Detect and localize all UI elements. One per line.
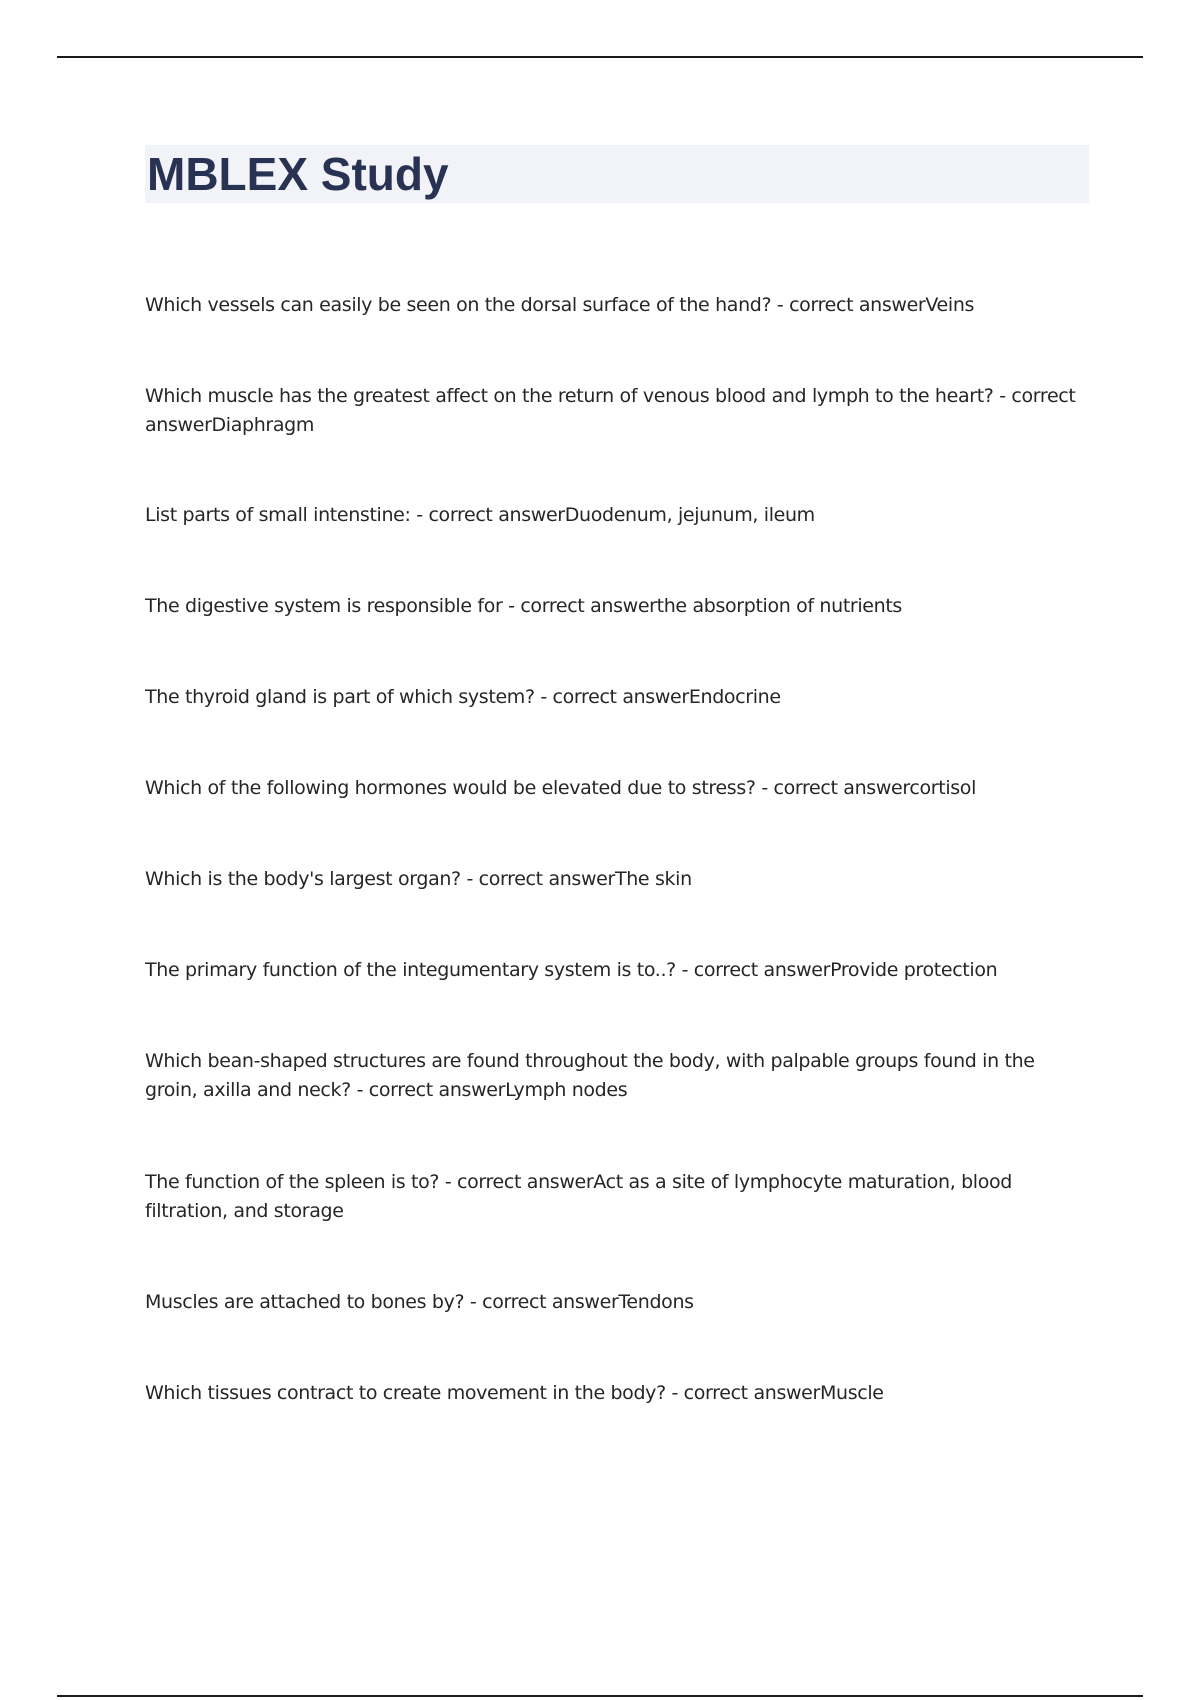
qa-item: The primary function of the integumentary system is to..? - correct answerProvide protection bbox=[145, 959, 998, 981]
qa-item: Muscles are attached to bones by? - correct answerTendons bbox=[145, 1291, 694, 1313]
qa-item: Which of the following hormones would be elevated due to stress? - correct answercortisol bbox=[145, 777, 977, 799]
qa-item: Which is the body's largest organ? - correct answerThe skin bbox=[145, 868, 692, 890]
qa-item: List parts of small intenstine: - correct answerDuodenum, jejunum, ileum bbox=[145, 504, 815, 526]
title-banner bbox=[145, 145, 1089, 203]
qa-item: The function of the spleen is to? - correct answerAct as a site of lymphocyte maturation, blood filtration, and storage bbox=[145, 1171, 1012, 1222]
qa-item: The thyroid gland is part of which system? - correct answerEndocrine bbox=[145, 686, 781, 708]
qa-item: Which vessels can easily be seen on the dorsal surface of the hand? - correct answerVeins bbox=[145, 294, 975, 316]
top-divider bbox=[57, 56, 1143, 58]
qa-item: Which muscle has the greatest affect on the return of venous blood and lymph to the heart? - correct answerDiaphragm bbox=[145, 385, 1076, 436]
qa-item: Which tissues contract to create movement in the body? - correct answerMuscle bbox=[145, 1382, 884, 1404]
bottom-divider bbox=[57, 1695, 1143, 1697]
page-title: MBLEX Study bbox=[147, 148, 449, 200]
qa-item: Which bean-shaped structures are found throughout the body, with palpable groups found in the groin, axilla and neck? - correct answerLymph nodes bbox=[145, 1050, 1035, 1101]
qa-item: The digestive system is responsible for - correct answerthe absorption of nutrients bbox=[145, 595, 902, 617]
